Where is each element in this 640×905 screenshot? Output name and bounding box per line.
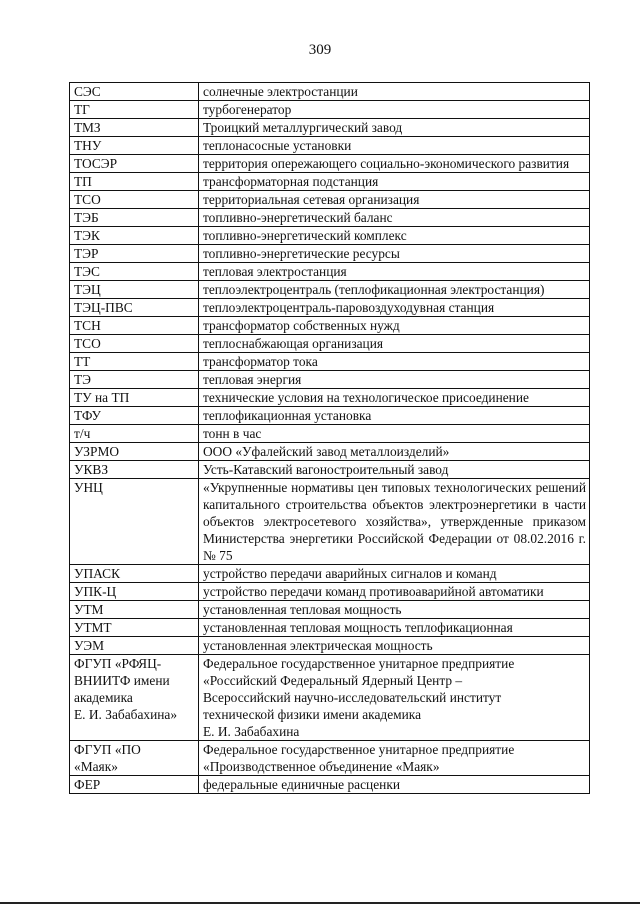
table-row xyxy=(70,101,590,119)
table-row xyxy=(70,583,590,601)
meaning-cell: теплонасосные установки xyxy=(199,137,590,155)
meaning-cell: установленная электрическая мощность xyxy=(199,637,590,655)
table-row xyxy=(70,299,590,317)
bottom-rule xyxy=(0,902,640,904)
meaning-cell: «Укрупненные нормативы цен типовых технологических решений капитального строительства объектов электроэнергетики в части объектов электросетевого хозяйства», утвержденные приказом Министерства энергетики Российской Федерации от 08.02.2016 г. № 75 xyxy=(199,479,590,565)
meaning-cell: Федеральное государственное унитарное предприятие «Российский Федеральный Ядерный Центр – Всероссийский научно-исследовательский институт технической физики имени академика Е. И. Забабахина xyxy=(199,655,590,741)
abbreviation-cell: ТЭЦ xyxy=(70,281,199,299)
abbreviation-cell: ФГУП «ПО «Маяк» xyxy=(70,741,199,776)
meaning-cell: территория опережающего социально-экономического развития xyxy=(199,155,590,173)
meaning-cell: тонн в час xyxy=(199,425,590,443)
abbreviation-cell: УТМТ xyxy=(70,619,199,637)
table-row xyxy=(70,461,590,479)
table-row xyxy=(70,776,590,794)
abbreviation-cell: ТЭ xyxy=(70,371,199,389)
abbreviations-table-body xyxy=(70,83,590,794)
abbreviation-cell: УНЦ xyxy=(70,479,199,565)
abbreviation-cell: ТОСЭР xyxy=(70,155,199,173)
table-row xyxy=(70,655,590,741)
table-row xyxy=(70,479,590,565)
abbreviation-cell: ФЕР xyxy=(70,776,199,794)
table-row xyxy=(70,119,590,137)
meaning-cell: топливно-энергетический баланс xyxy=(199,209,590,227)
table-row xyxy=(70,353,590,371)
meaning-cell: тепловая электростанция xyxy=(199,263,590,281)
table-row xyxy=(70,245,590,263)
meaning-cell: солнечные электростанции xyxy=(199,83,590,101)
table-row xyxy=(70,389,590,407)
abbreviation-cell: ТСН xyxy=(70,317,199,335)
abbreviation-cell: УПАСК xyxy=(70,565,199,583)
table-row xyxy=(70,335,590,353)
table-row xyxy=(70,619,590,637)
meaning-cell: трансформатор собственных нужд xyxy=(199,317,590,335)
table-row xyxy=(70,565,590,583)
table-row xyxy=(70,371,590,389)
meaning-cell: топливно-энергетический комплекс xyxy=(199,227,590,245)
meaning-cell: тепловая энергия xyxy=(199,371,590,389)
meaning-cell: теплоэлектроцентраль-паровоздуходувная станция xyxy=(199,299,590,317)
meaning-cell: теплоэлектроцентраль (теплофикационная электростанция) xyxy=(199,281,590,299)
abbreviation-cell: ФГУП «РФЯЦ- ВНИИТФ имени академика Е. И. Забабахина» xyxy=(70,655,199,741)
abbreviation-cell: ТФУ xyxy=(70,407,199,425)
abbreviation-cell: ТСО xyxy=(70,335,199,353)
meaning-cell: Усть-Катавский вагоностроительный завод xyxy=(199,461,590,479)
meaning-cell: трансформатор тока xyxy=(199,353,590,371)
abbreviation-cell: ТЭЦ-ПВС xyxy=(70,299,199,317)
abbreviation-cell: ТНУ xyxy=(70,137,199,155)
meaning-cell: устройство передачи аварийных сигналов и команд xyxy=(199,565,590,583)
table-row xyxy=(70,637,590,655)
table-row xyxy=(70,209,590,227)
meaning-cell: установленная тепловая мощность xyxy=(199,601,590,619)
meaning-cell: теплофикационная установка xyxy=(199,407,590,425)
page-number: 309 xyxy=(308,42,332,58)
abbreviation-cell: УТМ xyxy=(70,601,199,619)
abbreviation-cell: УПК-Ц xyxy=(70,583,199,601)
abbreviation-cell: ТСО xyxy=(70,191,199,209)
abbreviation-cell: т/ч xyxy=(70,425,199,443)
meaning-cell: устройство передачи команд противоаварийной автоматики xyxy=(199,583,590,601)
abbreviation-cell: ТУ на ТП xyxy=(70,389,199,407)
table-row xyxy=(70,443,590,461)
table-row xyxy=(70,741,590,776)
meaning-cell: установленная тепловая мощность теплофикационная xyxy=(199,619,590,637)
meaning-cell: территориальная сетевая организация xyxy=(199,191,590,209)
meaning-cell: теплоснабжающая организация xyxy=(199,335,590,353)
abbreviation-cell: ТП xyxy=(70,173,199,191)
meaning-cell: технические условия на технологическое присоединение xyxy=(199,389,590,407)
abbreviation-cell: СЭС xyxy=(70,83,199,101)
table-row xyxy=(70,83,590,101)
meaning-cell: ООО «Уфалейский завод металлоизделий» xyxy=(199,443,590,461)
table-row xyxy=(70,263,590,281)
abbreviation-cell: УКВЗ xyxy=(70,461,199,479)
table-row xyxy=(70,601,590,619)
table-row xyxy=(70,407,590,425)
meaning-cell: топливно-энергетические ресурсы xyxy=(199,245,590,263)
abbreviation-cell: ТЭР xyxy=(70,245,199,263)
meaning-cell: Федеральное государственное унитарное предприятие «Производственное объединение «Маяк» xyxy=(199,741,590,776)
table-row xyxy=(70,137,590,155)
meaning-cell: Троицкий металлургический завод xyxy=(199,119,590,137)
meaning-cell: трансформаторная подстанция xyxy=(199,173,590,191)
abbreviation-cell: ТГ xyxy=(70,101,199,119)
meaning-cell: федеральные единичные расценки xyxy=(199,776,590,794)
table-row xyxy=(70,425,590,443)
abbreviation-cell: ТТ xyxy=(70,353,199,371)
abbreviation-cell: ТЭС xyxy=(70,263,199,281)
table-row xyxy=(70,317,590,335)
abbreviation-cell: ТЭК xyxy=(70,227,199,245)
abbreviations-table xyxy=(69,82,590,794)
abbreviation-cell: УЗРМО xyxy=(70,443,199,461)
table-row xyxy=(70,155,590,173)
abbreviation-cell: УЭМ xyxy=(70,637,199,655)
abbreviation-cell: ТМЗ xyxy=(70,119,199,137)
abbreviation-cell: ТЭБ xyxy=(70,209,199,227)
table-row xyxy=(70,227,590,245)
table-row xyxy=(70,191,590,209)
meaning-cell: турбогенератор xyxy=(199,101,590,119)
table-row xyxy=(70,281,590,299)
table-row xyxy=(70,173,590,191)
